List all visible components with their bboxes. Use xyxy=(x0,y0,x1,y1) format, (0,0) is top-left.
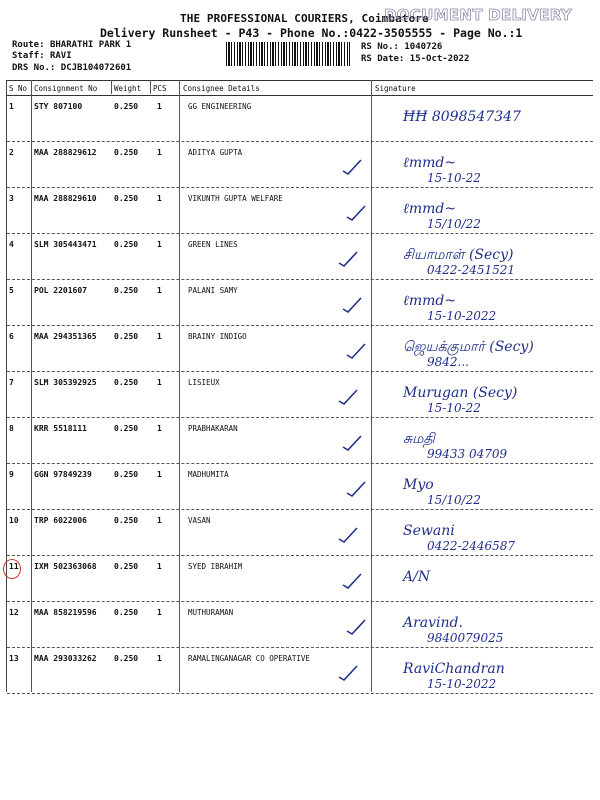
signature-sub: 15/10/22 xyxy=(427,217,481,231)
row-consignee: BRAINY INDIGO xyxy=(188,332,247,341)
runsheet-title: Delivery Runsheet - P43 - Phone No.:0422-3505555 - Page No.:1 xyxy=(100,26,523,40)
table-row xyxy=(7,463,593,510)
tick-mark-icon xyxy=(337,249,359,269)
tick-mark-icon xyxy=(345,203,367,223)
signature-main: ĦĦ 8098547347 xyxy=(403,109,521,125)
signature-main: சுமதி xyxy=(403,431,435,447)
signature-main: ℓmmd~ xyxy=(403,155,457,171)
row-weight: 0.250 xyxy=(114,470,139,479)
signature-main: Sewani xyxy=(403,523,455,539)
col-divider xyxy=(111,80,112,94)
route-label: Route: xyxy=(12,40,45,50)
drs-value: DCJB104072601 xyxy=(60,63,132,73)
row-weight: 0.250 xyxy=(114,378,139,387)
signature-sub: 15/10/22 xyxy=(427,493,481,507)
rs-date-label: RS Date: xyxy=(361,54,405,64)
row-pcs: 1 xyxy=(157,516,162,525)
table-row xyxy=(7,371,593,418)
signature-main: ஜெயக்குமார் (Secy) xyxy=(403,339,534,355)
col-consignment: Consignment No xyxy=(34,84,98,93)
row-pcs: 1 xyxy=(157,332,162,341)
drs-label: DRS No.: xyxy=(12,63,56,73)
row-consignee: RAMALINGANAGAR CO OPERATIVE xyxy=(188,654,310,663)
table-row xyxy=(7,417,593,464)
signature-sub: 99433 04709 xyxy=(427,447,508,461)
col-pcs: PCS xyxy=(153,84,167,93)
row-sno: 3 xyxy=(9,194,14,203)
tick-mark-icon xyxy=(337,387,359,407)
document-delivery-stamp: DOCUMENT DELIVERY xyxy=(384,6,572,24)
signature-sub: 9840079025 xyxy=(427,631,504,645)
red-circle-mark xyxy=(3,559,21,579)
row-pcs: 1 xyxy=(157,148,162,157)
col-weight: Weight xyxy=(114,84,142,93)
row-weight: 0.250 xyxy=(114,194,139,203)
row-sno xyxy=(9,562,19,571)
rs-date-line xyxy=(361,54,469,64)
table-row xyxy=(7,647,593,694)
col-signature: Signature xyxy=(375,84,416,93)
signature-sub: 15-10-2022 xyxy=(427,309,497,323)
signature-sub: 9842... xyxy=(427,355,469,369)
barcode xyxy=(226,42,350,66)
row-consignment: POL 2201607 xyxy=(34,286,87,295)
row-weight: 0.250 xyxy=(114,608,139,617)
signature-main: சியாமாள் (Secy) xyxy=(403,247,514,263)
signature-sub: 15-10-22 xyxy=(427,401,481,415)
row-consignee: PALANI SAMY xyxy=(188,286,238,295)
table-row xyxy=(7,601,593,648)
row-sno-text: 11 xyxy=(9,562,19,571)
row-sno: 10 xyxy=(9,516,19,525)
row-consignee: MUTHURAMAN xyxy=(188,608,234,617)
col-consignee: Consignee Details xyxy=(183,84,260,93)
row-consignment: MAA 294351365 xyxy=(34,332,97,341)
table-row xyxy=(7,95,593,142)
row-sno: 8 xyxy=(9,424,14,433)
tick-mark-icon xyxy=(345,617,367,637)
rs-date-value: 15-Oct-2022 xyxy=(409,54,470,64)
signature-sub: 15-10-2022 xyxy=(427,677,497,691)
row-weight: 0.250 xyxy=(114,148,139,157)
row-sno: 13 xyxy=(9,654,19,663)
tick-mark-icon xyxy=(341,433,363,453)
row-sno: 5 xyxy=(9,286,14,295)
row-weight: 0.250 xyxy=(114,562,139,571)
row-consignment: TRP 6022006 xyxy=(34,516,87,525)
row-sno: 6 xyxy=(9,332,14,341)
row-consignment: MAA 288829610 xyxy=(34,194,97,203)
tick-mark-icon xyxy=(337,663,359,683)
signature-sub: 15-10-22 xyxy=(427,171,481,185)
signature-sub: 0422-2451521 xyxy=(427,263,516,277)
row-sno: 4 xyxy=(9,240,14,249)
row-pcs: 1 xyxy=(157,562,162,571)
row-weight: 0.250 xyxy=(114,102,139,111)
route-line xyxy=(12,40,131,50)
row-pcs: 1 xyxy=(157,470,162,479)
row-sno: 7 xyxy=(9,378,14,387)
signature-main: RaviChandran xyxy=(403,661,505,677)
row-pcs: 1 xyxy=(157,240,162,249)
row-pcs: 1 xyxy=(157,102,162,111)
signature-sub: 0422-2446587 xyxy=(427,539,516,553)
signature-main: Myo xyxy=(403,477,434,493)
tick-mark-icon xyxy=(341,571,363,591)
row-pcs: 1 xyxy=(157,608,162,617)
row-consignee: ADITYA GUPTA xyxy=(188,148,243,157)
row-consignment: GGN 97849239 xyxy=(34,470,92,479)
table-row xyxy=(7,141,593,188)
col-divider xyxy=(150,80,151,94)
table-row xyxy=(7,233,593,280)
tick-mark-icon xyxy=(337,525,359,545)
row-weight: 0.250 xyxy=(114,286,139,295)
row-sno: 12 xyxy=(9,608,19,617)
row-consignment: SLM 305392925 xyxy=(34,378,97,387)
row-consignment: KRR 5518111 xyxy=(34,424,87,433)
row-consignment: STY 807100 xyxy=(34,102,83,111)
staff-label: Staff: xyxy=(12,51,45,61)
row-consignment: MAA 293033262 xyxy=(34,654,97,663)
row-pcs: 1 xyxy=(157,424,162,433)
drs-line xyxy=(12,63,131,73)
table-header xyxy=(7,80,593,96)
tick-mark-icon xyxy=(345,341,367,361)
row-consignee: MADHUMITA xyxy=(188,470,229,479)
row-consignee: GG ENGINEERING xyxy=(188,102,252,111)
row-consignee: LISIEUX xyxy=(188,378,220,387)
signature-main: Murugan (Secy) xyxy=(403,385,518,401)
signature-main: ℓmmd~ xyxy=(403,293,457,309)
table-row xyxy=(7,509,593,556)
row-consignee: VASAN xyxy=(188,516,211,525)
signature-main: ℓmmd~ xyxy=(403,201,457,217)
rs-no-line xyxy=(361,42,442,52)
row-consignee: SYED IBRAHIM xyxy=(188,562,243,571)
table-row xyxy=(7,279,593,326)
row-consignee: VIKUNTH GUPTA WELFARE xyxy=(188,194,283,203)
row-pcs: 1 xyxy=(157,286,162,295)
rs-no-value: 1040726 xyxy=(404,42,443,52)
row-consignment: SLM 305443471 xyxy=(34,240,97,249)
staff-line xyxy=(12,51,72,61)
route-value: BHARATHI PARK 1 xyxy=(49,40,132,50)
table-row xyxy=(7,187,593,234)
row-weight: 0.250 xyxy=(114,332,139,341)
row-weight: 0.250 xyxy=(114,424,139,433)
row-consignee: PRABHAKARAN xyxy=(188,424,238,433)
row-consignee: GREEN LINES xyxy=(188,240,238,249)
runsheet-table xyxy=(6,80,593,692)
row-consignment: IXM 502363068 xyxy=(34,562,97,571)
row-sno: 9 xyxy=(9,470,14,479)
staff-value: RAVI xyxy=(49,51,72,61)
company-name: THE PROFESSIONAL COURIERS, Coimbatore xyxy=(180,12,429,25)
col-sno: S No xyxy=(9,84,28,93)
row-sno: 2 xyxy=(9,148,14,157)
table-row xyxy=(7,325,593,372)
row-sno: 1 xyxy=(9,102,14,111)
signature-main: Aravind. xyxy=(403,615,463,631)
row-pcs: 1 xyxy=(157,378,162,387)
tick-mark-icon xyxy=(345,479,367,499)
row-weight: 0.250 xyxy=(114,654,139,663)
tick-mark-icon xyxy=(341,157,363,177)
tick-mark-icon xyxy=(341,295,363,315)
row-consignment: MAA 858219596 xyxy=(34,608,97,617)
table-row xyxy=(7,555,593,602)
row-weight: 0.250 xyxy=(114,516,139,525)
row-pcs: 1 xyxy=(157,654,162,663)
row-weight: 0.250 xyxy=(114,240,139,249)
rs-no-label: RS No.: xyxy=(361,42,399,52)
row-consignment: MAA 288829612 xyxy=(34,148,97,157)
row-pcs: 1 xyxy=(157,194,162,203)
signature-main: A/N xyxy=(403,569,431,585)
